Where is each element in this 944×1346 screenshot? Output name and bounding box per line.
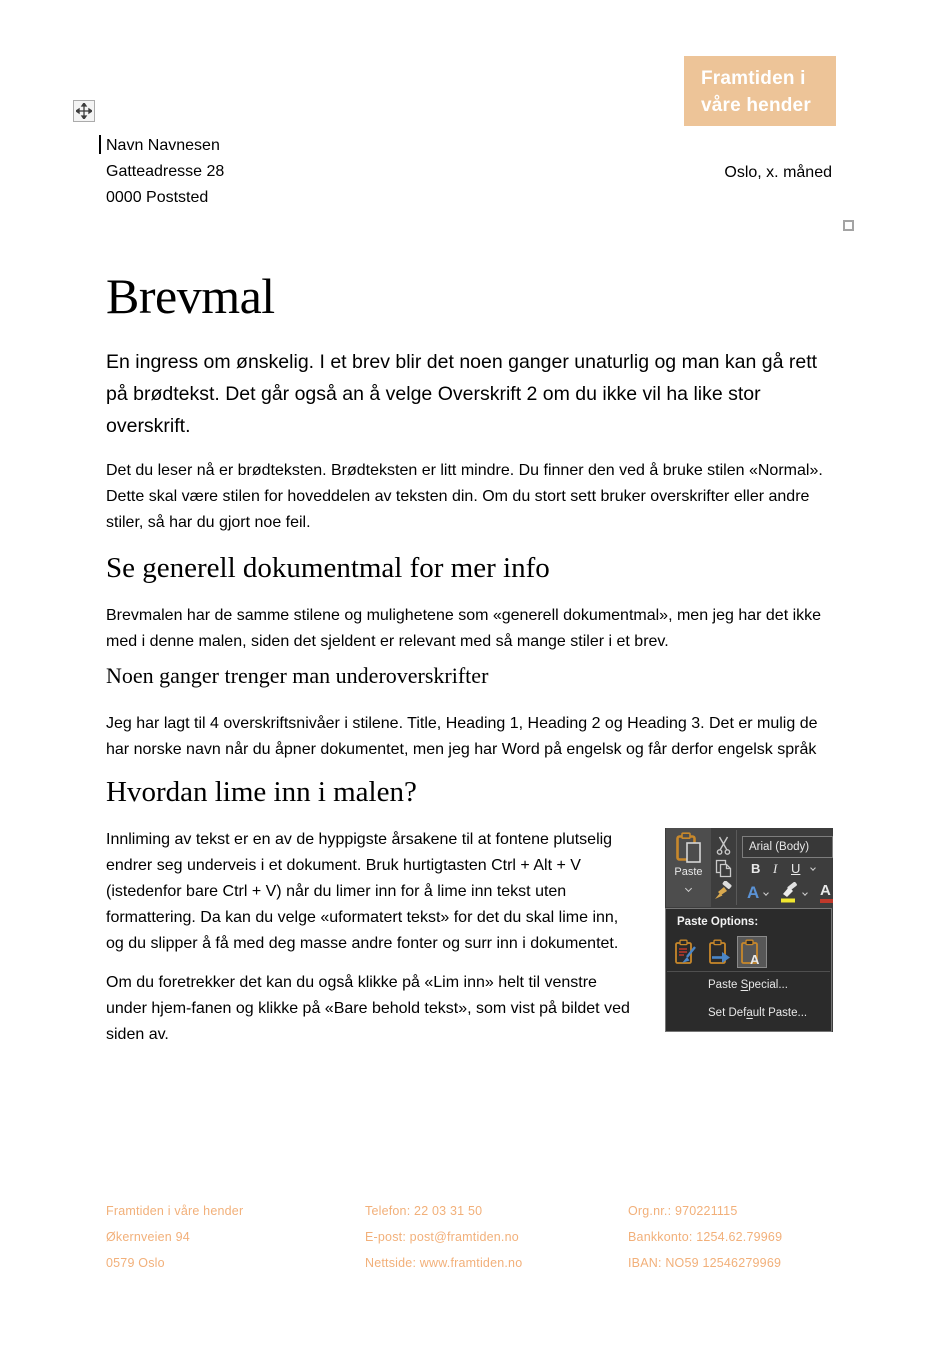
cut-scissors-icon: [716, 836, 731, 856]
object-move-handle[interactable]: [73, 100, 95, 122]
font-color-row: [747, 882, 833, 906]
italic-button: I: [773, 861, 778, 876]
footer-bank: Bankkonto: 1254.62.79969: [628, 1230, 783, 1244]
footer-org-name: Framtiden i våre hender: [106, 1204, 244, 1218]
underline-button: U: [791, 861, 801, 876]
clipboard-brush-icon: [674, 939, 698, 966]
text-cursor: [99, 135, 101, 154]
highlight-chevron-icon: [802, 890, 808, 896]
set-default-accel: a: [746, 1007, 753, 1019]
ribbon-separator: [736, 830, 737, 905]
dateline: Oslo, x. måned: [724, 164, 832, 181]
document-body: [106, 270, 833, 1048]
menu-separator: [667, 971, 830, 972]
paste-special-post: pecial...: [748, 979, 788, 991]
body-paragraph-4: Innliming av tekst er en av de hyppigste årsakene til at fontene plutselig endrer seg underveis i et dokument. Bruk hurtigtasten Ctrl + Alt + V (istedenfor bare Ctrl + V) når du limer inn for å lime inn tekst uten formattering. Da kan du velge «uformatert tekst» for det du skal lime inn, og du slipper å få med deg masse andre fonter og surr inn i dokumentet.: [106, 831, 619, 952]
set-default-post: ult Paste...: [752, 1007, 808, 1019]
body-paragraph-2: Brevmalen har de samme stilene og mulighetene som «generell dokumentmal», men jeg har det ikke med i denne malen, siden det sjeldent er relevant med så mange stiler i et brev.: [106, 607, 822, 650]
bold-italic-underline-row: [747, 861, 833, 879]
keep-text-only-option: [737, 936, 767, 968]
body-paragraph-3: Jeg har lagt til 4 overskriftsnivåer i stilene. Title, Heading 1, Heading 2 og Heading 3. Det er mulig de har norske navn når du åpner dokumentet, men jeg har Word på engelsk og får derfor engelsk språk: [106, 715, 818, 758]
brand-badge: [684, 56, 836, 126]
footer-website: Nettside: www.framtiden.no: [365, 1256, 523, 1270]
footer-email: E-post: post@framtiden.no: [365, 1230, 519, 1244]
set-default-pre: Set Def: [708, 1007, 747, 1019]
recipient-name: Navn Navnesen: [106, 137, 220, 154]
bold-button: B: [751, 861, 761, 876]
body-paragraph-1: Det du leser nå er brødteksten. Brødteksten er litt mindre. Du finner den ved å bruke stilen «Normal». Dette skal være stilen for hoveddelen av teksten din. Om du stort sett bruker overskrifter eller andre stiler, så har du gjort noe feil.: [106, 462, 823, 531]
text-highlight-button: [779, 882, 799, 909]
paste-options-row: [666, 934, 831, 970]
keep-source-formatting-option: [671, 936, 701, 968]
heading-se-generell: Se generell dokumentmal for mer info: [106, 552, 550, 584]
paste-special-pre: Paste: [708, 979, 741, 991]
svg-text:A: A: [750, 951, 760, 966]
underline-chevron-icon: [810, 865, 816, 871]
footer-city: 0579 Oslo: [106, 1256, 165, 1270]
red-font-color-button-cut: [820, 882, 833, 904]
font-color-button: A: [747, 883, 760, 902]
menu-item-set-default-paste: [708, 1007, 807, 1019]
ribbon-strip: [665, 828, 833, 908]
brand-badge-line2: våre hender: [701, 95, 811, 116]
heading-underoverskrifter: Noen ganger trenger man underoverskrifter: [106, 663, 489, 688]
recipient-street: Gatteadresse 28: [106, 163, 225, 180]
footer-iban: IBAN: NO59 12546279969: [628, 1256, 782, 1270]
body-paragraph-5: Om du foretrekker det kan du også klikke på «Lim inn» helt til venstre under hjem-fanen og klikke på «Bare behold tekst», som vist på bildet ved siden av.: [106, 974, 630, 1043]
footer-finance-column: [628, 1198, 782, 1276]
brand-badge-line1: Framtiden i: [701, 68, 806, 89]
footer-contact-column: [365, 1198, 522, 1276]
copy-icon: [715, 859, 732, 878]
clipboard-a-icon: [740, 939, 764, 966]
paste-clipboard-icon: [675, 832, 703, 864]
clipboard-group-icons: [711, 828, 736, 907]
font-color-chevron-icon: [763, 890, 769, 896]
paste-button: [666, 828, 711, 907]
paste-special-accel: S: [740, 979, 749, 991]
format-painter-icon: [714, 881, 733, 900]
move-cross-icon: [76, 103, 92, 119]
paste-button-label: Paste: [674, 866, 703, 878]
clipboard-arrow-icon: [708, 939, 732, 966]
menu-item-paste-special: [708, 979, 788, 991]
red-color-bar: [820, 899, 833, 903]
chevron-down-icon: [685, 885, 692, 892]
footer-phone: Telefon: 22 03 31 50: [365, 1204, 483, 1218]
footer-street: Økernveien 94: [106, 1230, 190, 1244]
merge-formatting-option: [705, 936, 735, 968]
footer-orgnr: Org.nr.: 970221115: [628, 1204, 738, 1218]
heading-hvordan-lime: Hvordan lime inn i malen?: [106, 776, 417, 808]
recipient-address-block[interactable]: [106, 133, 224, 211]
paste-options-label: Paste Options:: [677, 916, 759, 928]
ingress-paragraph: En ingress om ønskelig. I et brev blir det noen ganger unaturlig og man kan gå rett på brødtekst. Det går også an å velge Overskrift 2 om du ikke vil ha like stor overskrift.: [106, 351, 818, 437]
content-control-handle[interactable]: [843, 220, 854, 231]
word-paste-screenshot[interactable]: [665, 828, 833, 1032]
red-font-letter: A: [820, 882, 831, 899]
paste-dropdown-menu: [665, 908, 832, 1032]
recipient-postal: 0000 Poststed: [106, 189, 209, 206]
font-name-box: Arial (Body): [742, 836, 833, 858]
document-title: Brevmal: [106, 268, 275, 324]
footer-address-column: [106, 1198, 243, 1276]
